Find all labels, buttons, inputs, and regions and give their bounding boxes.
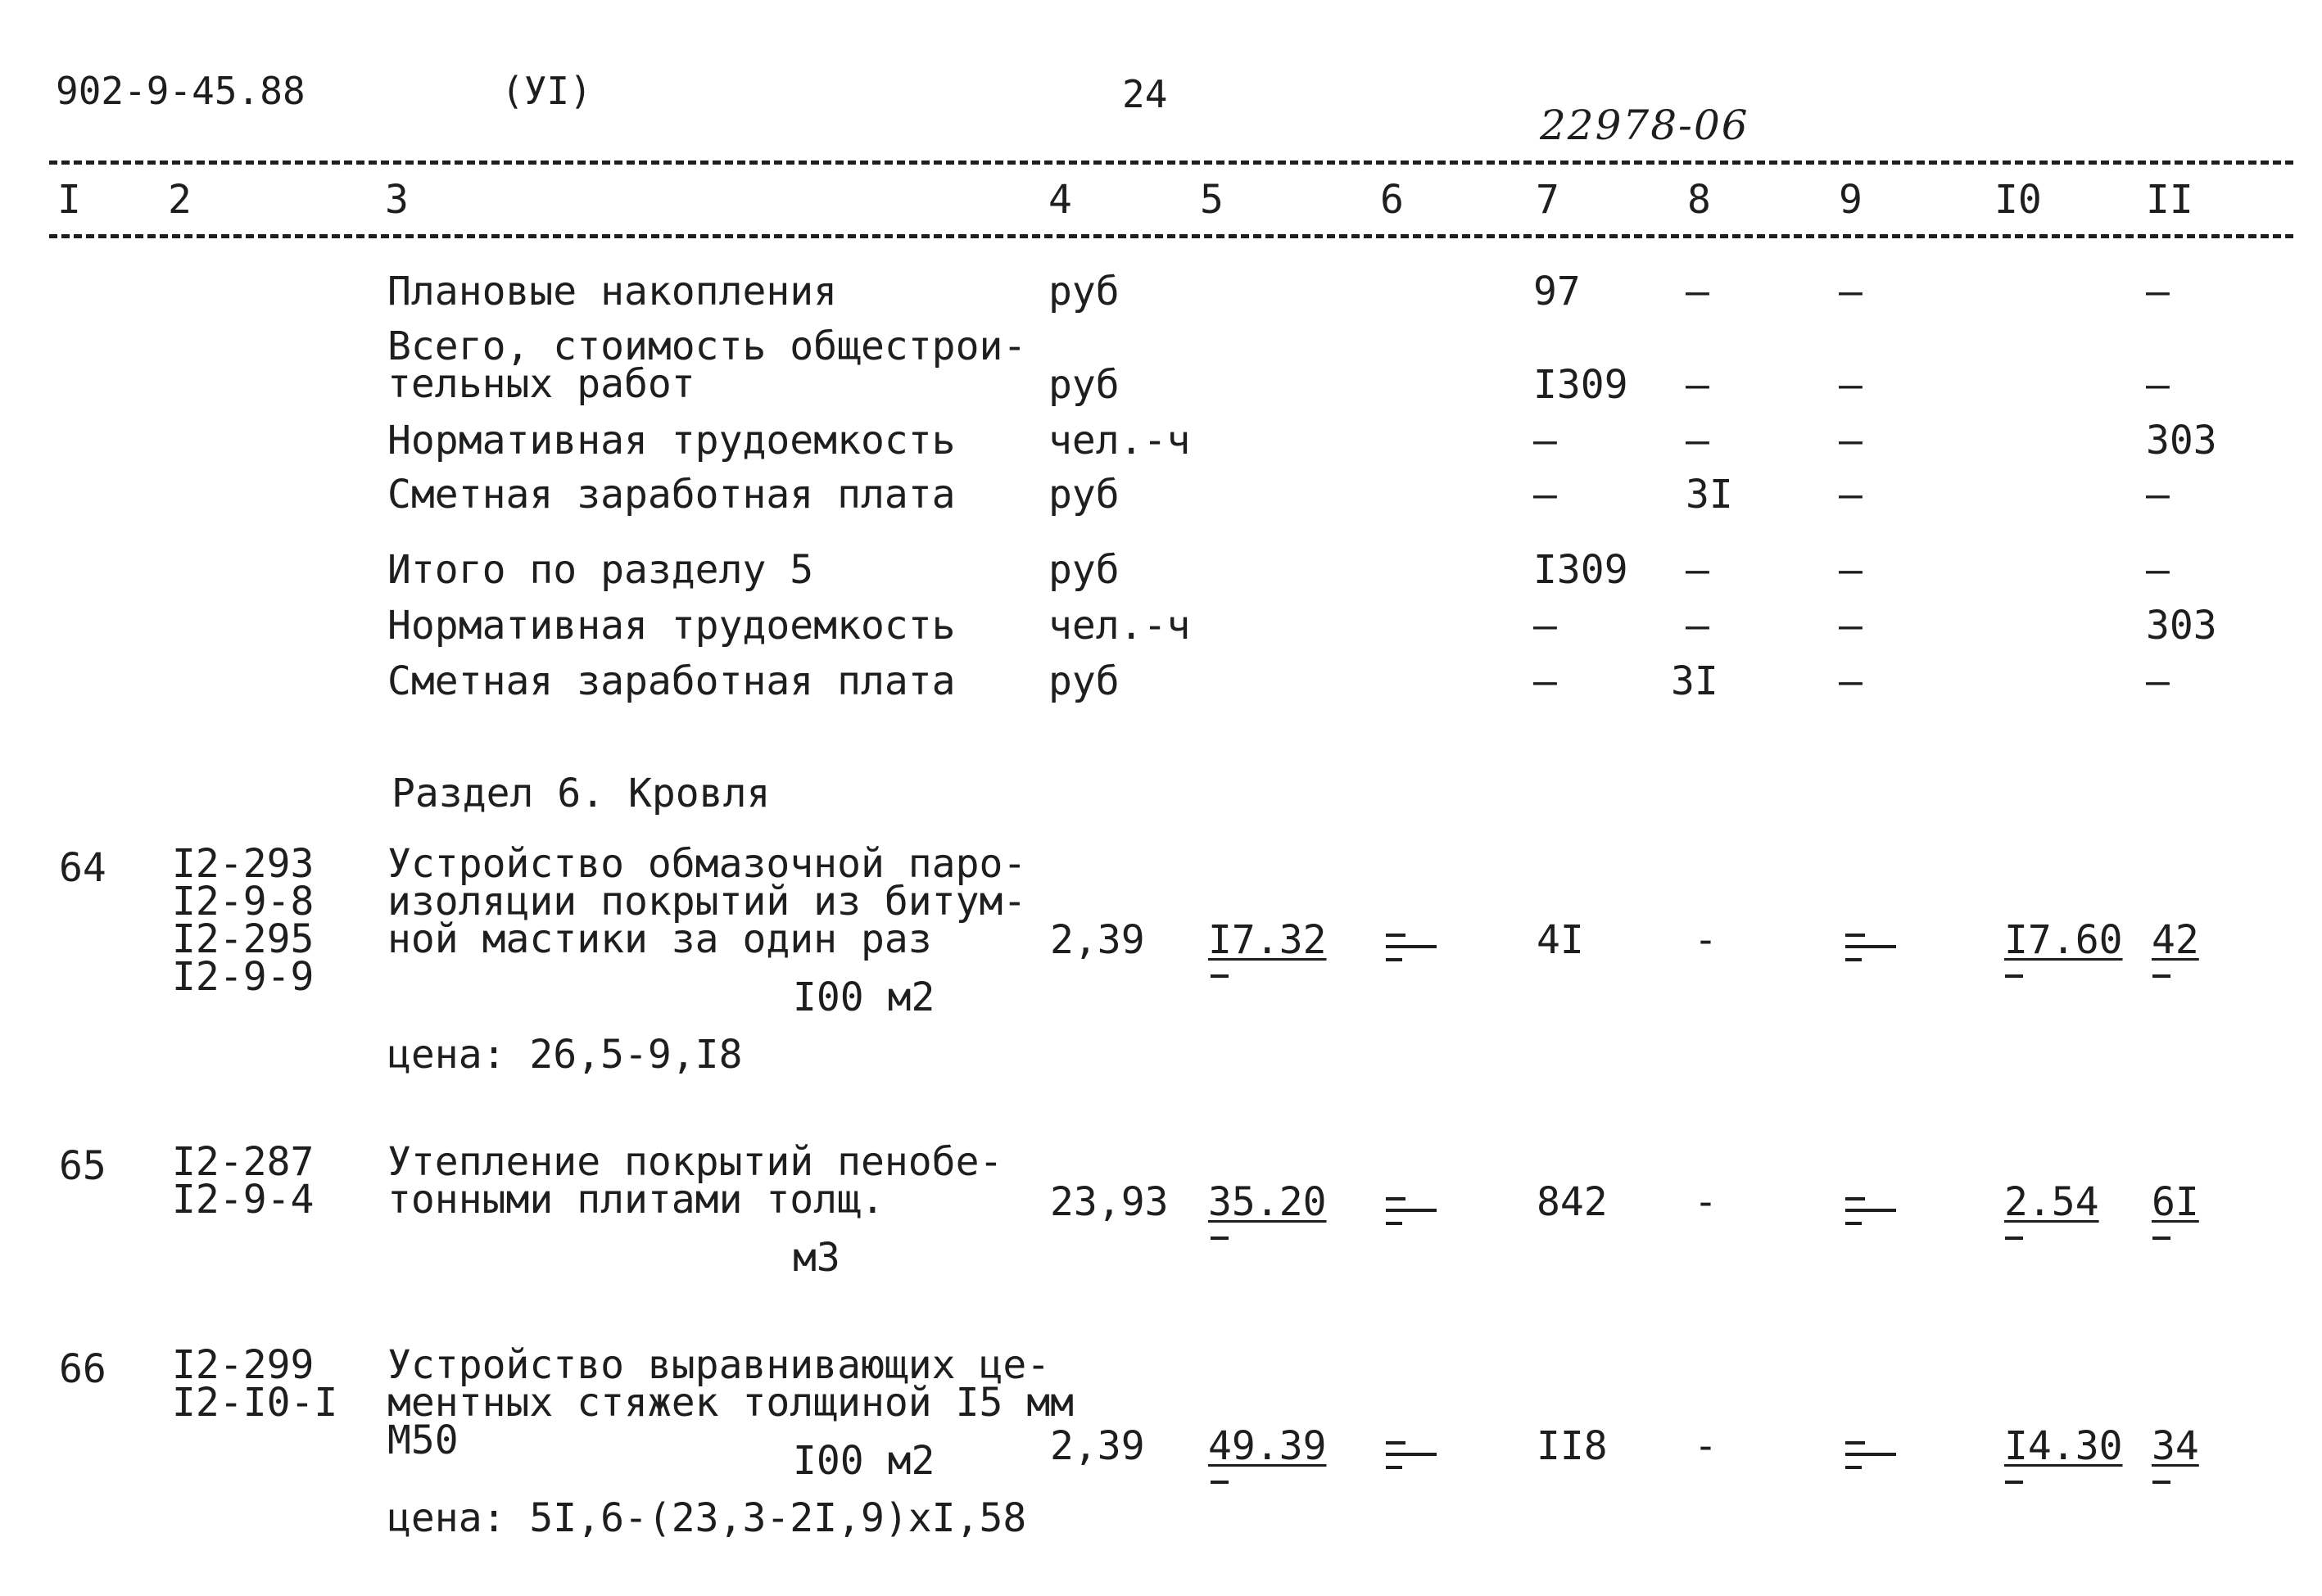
ditto-mark bbox=[1845, 1441, 1896, 1466]
column-header-1: I bbox=[57, 177, 81, 223]
row-col8: – bbox=[1686, 362, 1709, 408]
row-name: Нормативная трудоемкость bbox=[387, 418, 956, 463]
header-bottom-rule bbox=[49, 234, 2293, 238]
ditto-mark bbox=[1211, 974, 1229, 978]
ditto-mark bbox=[2152, 1481, 2170, 1484]
row-col9: – bbox=[1839, 362, 1863, 408]
item-col10: 2.54 bbox=[2004, 1179, 2099, 1225]
item-measure: м3 bbox=[793, 1235, 840, 1281]
row-col7: – bbox=[1533, 658, 1557, 704]
item-col8: - bbox=[1694, 917, 1718, 963]
row-name: Итого по разделу 5 bbox=[387, 547, 814, 593]
row-name: Сметная заработная плата bbox=[387, 472, 956, 518]
row-col11: 303 bbox=[2146, 603, 2217, 649]
ditto-mark bbox=[2005, 1237, 2023, 1240]
item-col8: - bbox=[1694, 1423, 1718, 1469]
row-col9: – bbox=[1839, 269, 1863, 314]
item-codes: I2-287 I2-9-4 bbox=[172, 1139, 315, 1223]
row-unit: руб bbox=[1048, 658, 1120, 704]
row-unit: чел.-ч bbox=[1048, 603, 1191, 649]
item-price-note: цена: 5I,6-(23,3-2I,9)хI,58 bbox=[387, 1495, 1027, 1541]
section-title: Раздел 6. Кровля bbox=[392, 771, 771, 816]
item-price-note: цена: 26,5-9,I8 bbox=[387, 1032, 743, 1078]
ditto-mark bbox=[1211, 1481, 1229, 1484]
item-col5: I7.32 bbox=[1208, 917, 1327, 963]
row-col11: – bbox=[2146, 658, 2170, 704]
item-col7: 4I bbox=[1537, 917, 1584, 963]
header-top-rule bbox=[49, 161, 2293, 165]
column-header-7: 7 bbox=[1536, 177, 1559, 223]
item-col7: 842 bbox=[1537, 1179, 1608, 1225]
page-number: 24 bbox=[1122, 72, 1168, 116]
ditto-mark bbox=[2005, 1481, 2023, 1484]
column-header-5: 5 bbox=[1200, 177, 1224, 223]
row-name: Сметная заработная плата bbox=[387, 658, 956, 704]
row-col9: – bbox=[1839, 418, 1863, 463]
item-col10: I4.30 bbox=[2004, 1423, 2123, 1469]
row-name: Нормативная трудоемкость bbox=[387, 603, 956, 649]
row-col11: 303 bbox=[2146, 418, 2217, 463]
row-col7: 97 bbox=[1533, 269, 1581, 314]
row-unit: чел.-ч bbox=[1048, 418, 1191, 463]
item-col11: 34 bbox=[2152, 1423, 2199, 1469]
row-col9: – bbox=[1839, 603, 1863, 649]
row-name: Плановые накопления bbox=[387, 269, 838, 314]
item-quantity: 2,39 bbox=[1050, 1423, 1145, 1469]
item-number: 64 bbox=[59, 845, 106, 891]
row-unit: руб bbox=[1048, 362, 1120, 408]
item-codes: I2-293 I2-9-8 I2-295 I2-9-9 bbox=[172, 841, 315, 1000]
row-col8: – bbox=[1686, 547, 1709, 593]
row-col7: – bbox=[1533, 418, 1557, 463]
item-col11: 6I bbox=[2152, 1179, 2199, 1225]
row-col7: – bbox=[1533, 472, 1557, 518]
row-col7: – bbox=[1533, 603, 1557, 649]
row-col11: – bbox=[2146, 362, 2170, 408]
ditto-mark bbox=[1845, 934, 1896, 958]
sheet-part: (УI) bbox=[501, 69, 592, 113]
row-col11: – bbox=[2146, 269, 2170, 314]
item-measure: I00 м2 bbox=[793, 974, 935, 1020]
ditto-mark bbox=[1845, 1197, 1896, 1222]
column-header-11: II bbox=[2146, 177, 2193, 223]
item-col8: - bbox=[1694, 1179, 1718, 1225]
row-col8: 3I bbox=[1686, 472, 1733, 518]
row-col9: – bbox=[1839, 547, 1863, 593]
row-col8: – bbox=[1686, 269, 1709, 314]
column-header-4: 4 bbox=[1048, 177, 1072, 223]
item-number: 66 bbox=[59, 1346, 106, 1392]
item-col11: 42 bbox=[2152, 917, 2199, 963]
row-col9: – bbox=[1839, 472, 1863, 518]
column-header-6: 6 bbox=[1380, 177, 1404, 223]
row-unit: руб bbox=[1048, 472, 1120, 518]
column-header-9: 9 bbox=[1839, 177, 1863, 223]
row-col8: – bbox=[1686, 418, 1709, 463]
ditto-mark bbox=[1386, 934, 1437, 958]
row-col11: – bbox=[2146, 547, 2170, 593]
item-description: Утепление покрытий пенобе- тонными плитами толщ. bbox=[387, 1139, 1003, 1223]
row-col11: – bbox=[2146, 472, 2170, 518]
ditto-mark bbox=[1386, 1441, 1437, 1466]
column-header-8: 8 bbox=[1687, 177, 1711, 223]
row-col7: I309 bbox=[1533, 547, 1628, 593]
row-unit: руб bbox=[1048, 547, 1120, 593]
ditto-mark bbox=[1386, 1197, 1437, 1222]
row-col9: – bbox=[1839, 658, 1863, 704]
column-header-3: 3 bbox=[385, 177, 409, 223]
item-description: Устройство выравнивающих це- ментных стяжек толщиной I5 мм М50 bbox=[387, 1342, 1075, 1463]
document-code: 902-9-45.88 bbox=[56, 69, 306, 113]
column-header-2: 2 bbox=[168, 177, 192, 223]
ditto-mark bbox=[1211, 1237, 1229, 1240]
item-quantity: 2,39 bbox=[1050, 917, 1145, 963]
row-unit: руб bbox=[1048, 269, 1120, 314]
inventory-number: 22978-06 bbox=[1540, 102, 1749, 149]
ditto-mark bbox=[2152, 1237, 2170, 1240]
item-col10: I7.60 bbox=[2004, 917, 2123, 963]
row-col8: – bbox=[1686, 603, 1709, 649]
item-col7: II8 bbox=[1537, 1423, 1608, 1469]
item-col5: 35.20 bbox=[1208, 1179, 1327, 1225]
column-header-10: I0 bbox=[1994, 177, 2042, 223]
item-measure: I00 м2 bbox=[793, 1438, 935, 1484]
item-quantity: 23,93 bbox=[1050, 1179, 1169, 1225]
item-description: Устройство обмазочной паро- изоляции покрытий из битум- ной мастики за один раз bbox=[387, 841, 1027, 962]
ditto-mark bbox=[2005, 974, 2023, 978]
row-col8: 3I bbox=[1671, 658, 1718, 704]
row-name: Всего, стоимость общестрои- тельных работ bbox=[387, 323, 1027, 407]
item-codes: I2-299 I2-I0-I bbox=[172, 1342, 338, 1426]
row-col7: I309 bbox=[1533, 362, 1628, 408]
item-number: 65 bbox=[59, 1143, 106, 1189]
item-col5: 49.39 bbox=[1208, 1423, 1327, 1469]
ditto-mark bbox=[2152, 974, 2170, 978]
